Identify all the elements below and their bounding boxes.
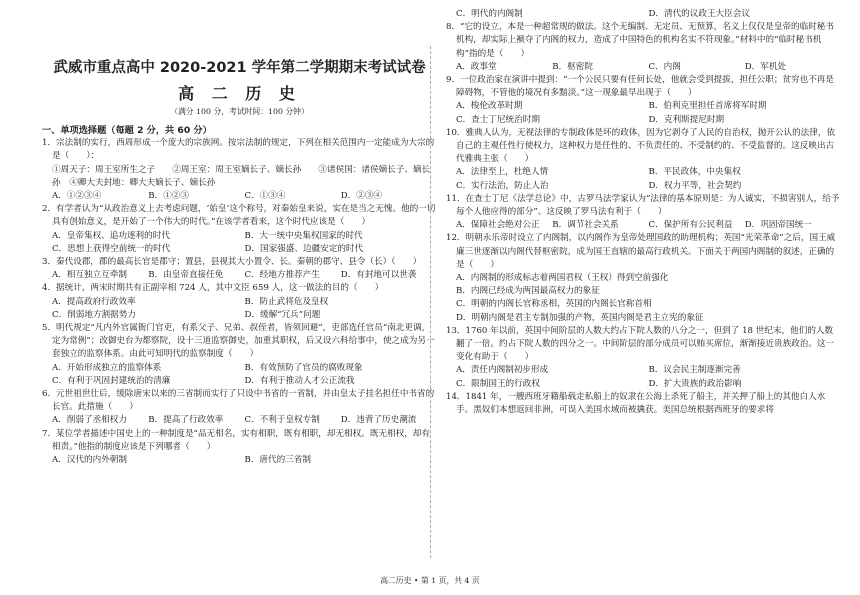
question-stem: 6．元世祖世仕后，缓除唐宋以来的三省制而实行了只设中书省的一省制，并由皇太子挂名担任中书省的长官。此措施（ ）	[42, 389, 435, 413]
option: C．有利于巩固封建统治的清廉	[52, 375, 171, 386]
question-stem: 8．“它的设立，本是一种超常规的做法。这个无编制、无定员、无预算，名义上仅仅是皇帝的临时秘书机构，却实际上褫夺了内阁的权力，造成了中国特色的机构名实不符现象。”材料中的“临时秘书机构”指的是（ ）	[446, 22, 834, 59]
question	[42, 203, 437, 256]
question-stem: 12．明朝永乐帝时设立了内阁制，以内阁作为皇帝处理国政的助理机构；英国“光荣革命”之后，国王威廉三世逐渐以内阁代替枢密院，成为国王直辖的最高行政机关。下面关于两国内阁制的叙述，正确的是（ ）	[446, 233, 836, 270]
page-footer: 高二历史 • 第 1 页，共 4 页	[380, 576, 480, 585]
option: C．保护所有公民利益	[648, 220, 733, 231]
question-options	[446, 272, 841, 325]
option: B．议会民主制逐渐完善	[648, 365, 741, 376]
option: D．明朝内阁是君主专制加强的产物，英国内阁是君主立宪的象征	[456, 312, 704, 323]
question	[42, 137, 437, 190]
question-stem: 1．宗法制的实行，西周形成一个庞大的宗族网。按宗法制的规定，下列在相关范围内一定能成为大宗的是（ ）：	[42, 138, 435, 162]
option: D．克利斯提尼时期	[648, 114, 725, 125]
question-stem: 5．明代规定“凡内外官属衙门官吏，有系父子、兄弟、叔侄者，皆须回避”，吏部选任官员“南北更调，定为常例”；改御史台为都察院，设十三道监察御史，加重其职权，后又设六科给事中，使之成为另一套独立的监察体系。由此可知明代的监察制度（ ）	[42, 323, 435, 360]
option: C．明代的内阁制	[456, 9, 523, 19]
option: C．削弱地方割据势力	[52, 309, 136, 320]
option: B．调节社会关系	[552, 220, 619, 231]
question-options	[446, 61, 841, 74]
option: C．内阁	[648, 61, 681, 72]
question-options	[446, 8, 841, 21]
option: ①周天子：周王室所生之子 ②周王室：周王室嫡长子、嫡长孙 ③诸侯国：诸侯嫡长子、嫡长孙 ④卿大夫封地：卿大夫嫡长子、嫡长孙	[52, 164, 431, 188]
option: B．①②③	[148, 191, 189, 202]
question	[446, 325, 841, 391]
option: C．经地方推荐产生	[244, 270, 320, 281]
option: C．限制国王的行政权	[456, 378, 540, 389]
option: B．内阁已经成为两国最高权力的象征	[456, 286, 600, 297]
option: C．①③④	[244, 191, 286, 202]
question-options	[42, 269, 437, 282]
column-divider	[430, 46, 431, 558]
option: B．大一统中央集权国家的时代	[244, 230, 363, 241]
question-stem: 13．1760 年以前，英国中间阶层的人数大约占下院人数的八分之一，但到了 18 世纪末，他们的人数翻了一倍。约占下院人数的四分之一。中间阶层的部分成员可以贿买席位，渐渐接近贵族政治。这一变化有助于（ ）	[446, 325, 835, 363]
option: A．提高政府行政效率	[52, 296, 136, 307]
question	[446, 74, 841, 127]
question	[446, 127, 841, 193]
option: B．由皇帝直接任免	[148, 270, 224, 281]
question	[42, 322, 437, 388]
question-stem: 7．某位学者描述中国史上的一种制度是“品无相名，实有相职，既有相职，却无相权。既无相权，却有相责。”他指的制度应该是下列哪者（ ）	[42, 428, 430, 452]
option: D．扩大贵族的政治影响	[648, 378, 742, 389]
option: A．削弱了丞相权力	[52, 415, 127, 426]
option: A．皇帝集权、追功逐利的时代	[52, 230, 170, 241]
question-options	[446, 364, 841, 390]
question	[42, 190, 437, 203]
question	[42, 282, 437, 322]
option: A．保障社会绝对公正	[456, 220, 540, 231]
exam-subject: 高 二 历 史	[178, 84, 301, 103]
option: C．不利于皇权专制	[244, 415, 320, 426]
option: A．法律至上，杜绝人情	[456, 167, 549, 178]
question-options	[42, 230, 437, 256]
option: A．梭伦改革时期	[456, 101, 523, 112]
left-questions	[42, 137, 437, 467]
question-options	[42, 414, 437, 427]
question-options	[42, 190, 437, 203]
option: C．思想上获得空前统一的时代	[52, 243, 171, 254]
option: A．政事堂	[456, 61, 497, 72]
option: A．责任内阁制初步形成	[456, 365, 549, 376]
option: D．清代的议政王大臣会议	[648, 9, 750, 19]
question-options	[42, 164, 437, 190]
option: B．平民政体，中央集权	[648, 167, 741, 178]
question	[446, 391, 841, 417]
option: D．②③④	[340, 191, 383, 202]
question	[42, 388, 437, 428]
option: D．违背了历史潮流	[340, 415, 417, 426]
option: B．有效预防了官员的腐败现象	[244, 362, 363, 373]
option: C．查士丁尼统治时期	[456, 114, 540, 125]
exam-meta: （满分 100 分，考试时间：100 分钟）	[170, 107, 309, 116]
right-questions	[446, 8, 841, 417]
option: D．缓解“冗兵”问题	[244, 309, 321, 320]
option: A．开始形成独立的监察体系	[52, 362, 162, 373]
question-options	[42, 362, 437, 388]
question-stem: 11．在查士丁尼《法学总论》中，古罗马法学家认为“法律的基本原则是：为人诚实，不损害别人，给予每个人他应得的部分”。这反映了罗马法有利于（ ）	[446, 193, 840, 218]
question-stem: 4．据统计，两宋时期共有正副宰相 724 人，其中文臣 659 人，这一做法的目的（ ）	[42, 283, 384, 294]
option: A．汉代的内外朝制	[52, 455, 127, 466]
left-column	[42, 8, 437, 467]
option: B．枢密院	[552, 61, 593, 72]
option: B．防止武将危及皇权	[244, 296, 329, 307]
option: A．内阁制的形成标志着两国君权（王权）得到空前强化	[456, 273, 669, 284]
question-stem: 10．雅典人认为，无视法律的专制政体是坏的政体，因为它剥夺了人民的自治权，抛开公认的法律，依自己的主观任性行使权力，这种权力是任性的、不负责任的、不受制约的、不受监督的。这反映出古代雅典主张（ ）	[446, 127, 836, 165]
question	[446, 232, 841, 324]
question	[42, 428, 437, 468]
option: B．伯利克里担任首席将军时期	[648, 101, 767, 112]
option: A．①②③④	[52, 191, 102, 202]
question-options	[42, 296, 437, 322]
question	[446, 21, 841, 74]
section-heading: 一、单项选择题（每题 2 分，共 60 分）	[42, 125, 212, 136]
option: D．有封地可以世袭	[340, 270, 417, 281]
question-options	[446, 166, 841, 192]
question-stem: 14．1841 年，一艘西班牙籍船载走私船上的奴隶在公海上杀死了船主，并关押了船上的其他白人水手。黑奴们本想返回非洲，可误入美国水域而被擒获。美国总统根据西班牙的要求将	[446, 391, 826, 416]
question-options	[42, 454, 437, 467]
option: D．权力平等，社会契约	[648, 180, 742, 191]
question-stem: 2．有学者认为“从政治意义上去考虑问题，‘始皇’这个称号，对秦始皇来说，实在是当之无愧。他的一切具有创始意义，是开始了一个伟大的时代。”在该学者看来，这个时代应该是（ ）	[42, 204, 436, 228]
question	[446, 193, 841, 233]
question	[446, 8, 841, 21]
option: B．提高了行政效率	[148, 415, 224, 426]
exam-title: 武威市重点高中 2020-2021 学年第二学期期末考试试卷	[53, 60, 426, 76]
option: C．明朝的内阁长官称丞相，英国的内阁长官称首相	[456, 299, 652, 310]
right-column	[446, 8, 841, 417]
option: D．军机处	[744, 61, 787, 72]
question-options	[446, 100, 841, 126]
option: C．实行法治，防止人治	[456, 180, 549, 191]
option: B．唐代的三省制	[244, 455, 311, 466]
option: A．相互独立互牵制	[52, 270, 127, 281]
option: D．有利于推动人才公正流我	[244, 375, 355, 386]
option: D．国家强盛、边疆安定的时代	[244, 243, 364, 254]
question-stem: 3．秦代设郡，郡的最高长官是郡守；置县，县视其大小置令、长。秦朝的郡守、县令（长）（ ）	[42, 257, 422, 268]
question-options	[446, 219, 841, 232]
question-stem: 9．一位政治家在演讲中提到：“一个公民只要有任何长处，他就会受到提拔，担任公职；贫穷也不再是障碍物，不管他的境况有多黯淡。”这一现象最早出现于（ ）	[446, 75, 834, 99]
option: D．巩固帝国统一	[744, 220, 812, 231]
question	[42, 256, 437, 282]
